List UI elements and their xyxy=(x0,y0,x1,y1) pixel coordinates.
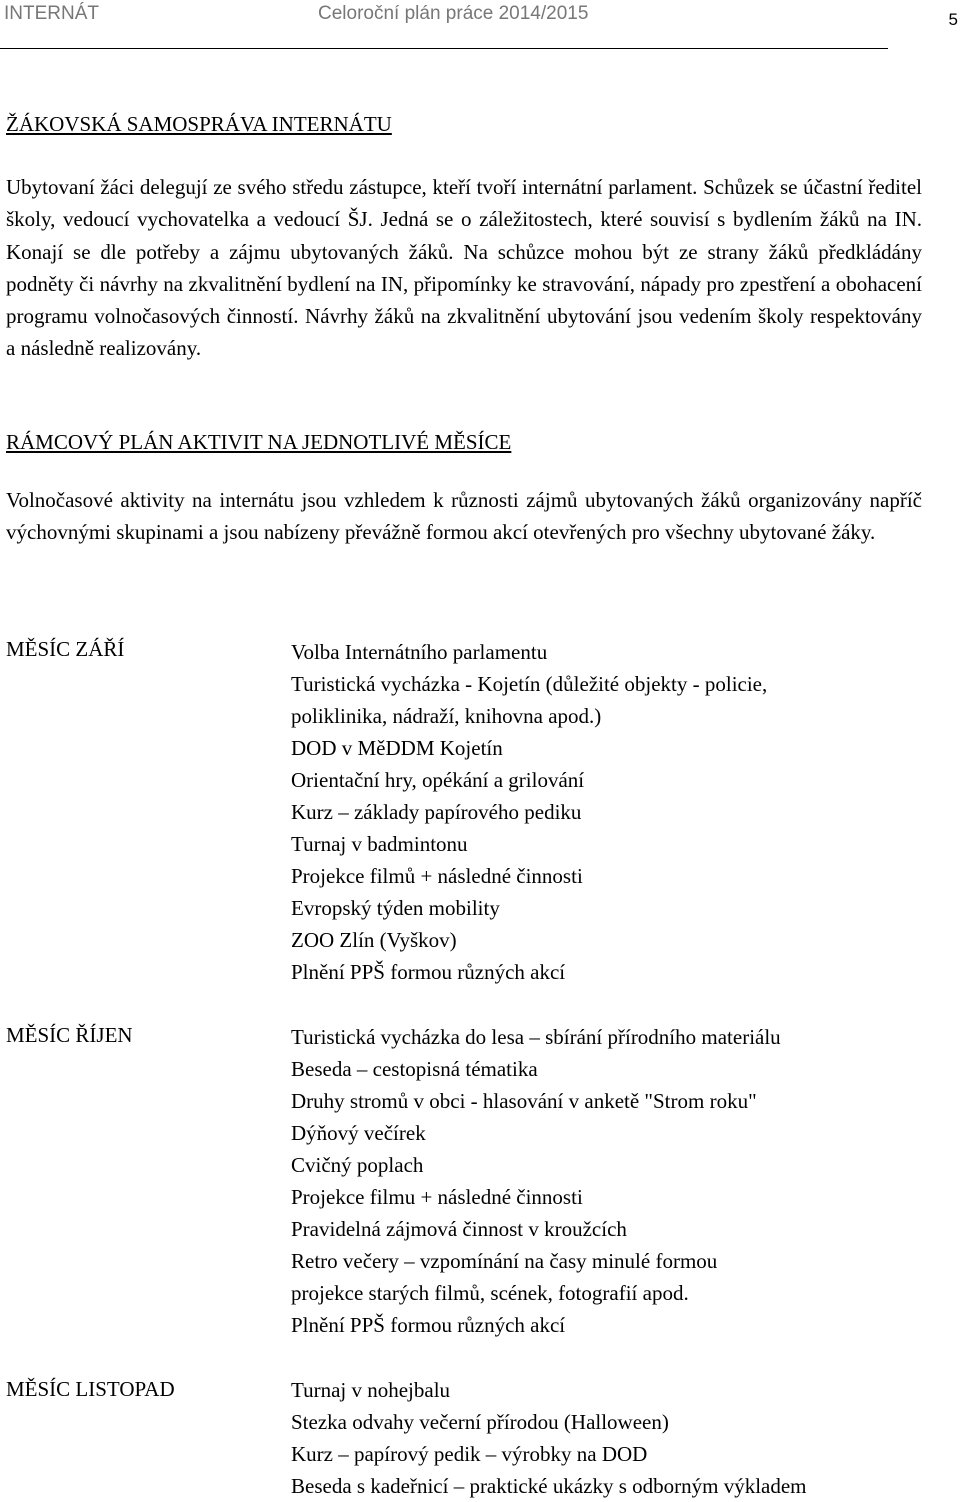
paragraph-activity-plan: Volnočasové aktivity na internátu jsou vzhledem k různosti zájmů ubytovaných žáků organizovány napříč výchovnými skupinami a jsou nabízeny převážně formou akcí otevřených pro všechny ubytované žáky. xyxy=(6,488,922,545)
list-item: Evropský týden mobility xyxy=(291,896,500,920)
paragraph-student-self-government: Ubytovaní žáci delegují ze svého středu zástupce, kteří tvoří internátní parlament. Schůzek se účastní ředitel školy, vedoucí vychovatelka a vedoucí ŠJ. Jedná se o záležitostech, které souvisí s bydlením žáků na IN. Konají se dle potřeby a zájmu ubytovaných žáků. Na schůzce mohou být ze strany žáků předkládány podněty či návrhy na zkvalitnění bydlení na IN, připomínky ke stravování, nápady pro zpestření a obohacení programu volnočasových činností. Návrhy žáků na zkvalitnění ubytování jsou vedením školy respektovány a následně realizovány. xyxy=(6,175,922,361)
page-number: 5 xyxy=(948,10,958,29)
list-item: Turnaj v badmintonu xyxy=(291,832,468,856)
activity-list-october xyxy=(291,1021,781,1341)
list-item: Beseda s kadeřnicí – praktické ukázky s odborným výkladem xyxy=(291,1474,807,1498)
list-item: Dýňový večírek xyxy=(291,1121,426,1145)
list-item: Turistická vycházka do lesa – sbírání přírodního materiálu xyxy=(291,1025,781,1049)
list-item: projekce starých filmů, scének, fotografií apod. xyxy=(291,1281,689,1305)
month-label-september: MĚSÍC ZÁŘÍ xyxy=(6,637,125,661)
section-heading-student-self-government: ŽÁKOVSKÁ SAMOSPRÁVA INTERNÁTU xyxy=(6,112,392,136)
list-item: Kurz – základy papírového pediku xyxy=(291,800,582,824)
list-item: Turistická vycházka - Kojetín (důležité objekty - policie, xyxy=(291,672,768,696)
list-item: Druhy stromů v obci - hlasování v anketě "Strom roku" xyxy=(291,1089,757,1113)
list-item: Stezka odvahy večerní přírodou (Halloween) xyxy=(291,1410,669,1434)
list-item: Beseda – cestopisná tématika xyxy=(291,1057,538,1081)
list-item: Cvičný poplach xyxy=(291,1153,424,1177)
header-section-name: INTERNÁT xyxy=(4,3,99,24)
list-item: Turnaj v nohejbalu xyxy=(291,1378,451,1402)
page-header xyxy=(0,0,960,52)
activity-list-september xyxy=(291,636,767,988)
list-item: Retro večery – vzpomínání na časy minulé formou xyxy=(291,1249,718,1273)
list-item: Kurz – papírový pedik – výrobky na DOD xyxy=(291,1442,648,1466)
activity-list-november xyxy=(291,1374,807,1502)
section-heading-activity-plan: RÁMCOVÝ PLÁN AKTIVIT NA JEDNOTLIVÉ MĚSÍCE xyxy=(6,430,512,454)
list-item: poliklinika, nádraží, knihovna apod.) xyxy=(291,704,602,728)
list-item: Pravidelná zájmová činnost v kroužcích xyxy=(291,1217,627,1241)
list-item: Projekce filmů + následné činnosti xyxy=(291,864,583,888)
list-item: Plnění PPŠ formou různých akcí xyxy=(291,960,566,984)
header-document-title: Celoroční plán práce 2014/2015 xyxy=(318,3,589,24)
list-item: ZOO Zlín (Vyškov) xyxy=(291,928,457,952)
list-item: Projekce filmu + následné činnosti xyxy=(291,1185,583,1209)
month-label-october: MĚSÍC ŘÍJEN xyxy=(6,1023,133,1047)
list-item: DOD v MěDDM Kojetín xyxy=(291,736,503,760)
list-item: Plnění PPŠ formou různých akcí xyxy=(291,1313,566,1337)
list-item: Orientační hry, opékání a grilování xyxy=(291,768,585,792)
list-item: Volba Internátního parlamentu xyxy=(291,640,548,664)
month-label-november: MĚSÍC LISTOPAD xyxy=(6,1377,175,1401)
header-rule xyxy=(0,48,888,49)
